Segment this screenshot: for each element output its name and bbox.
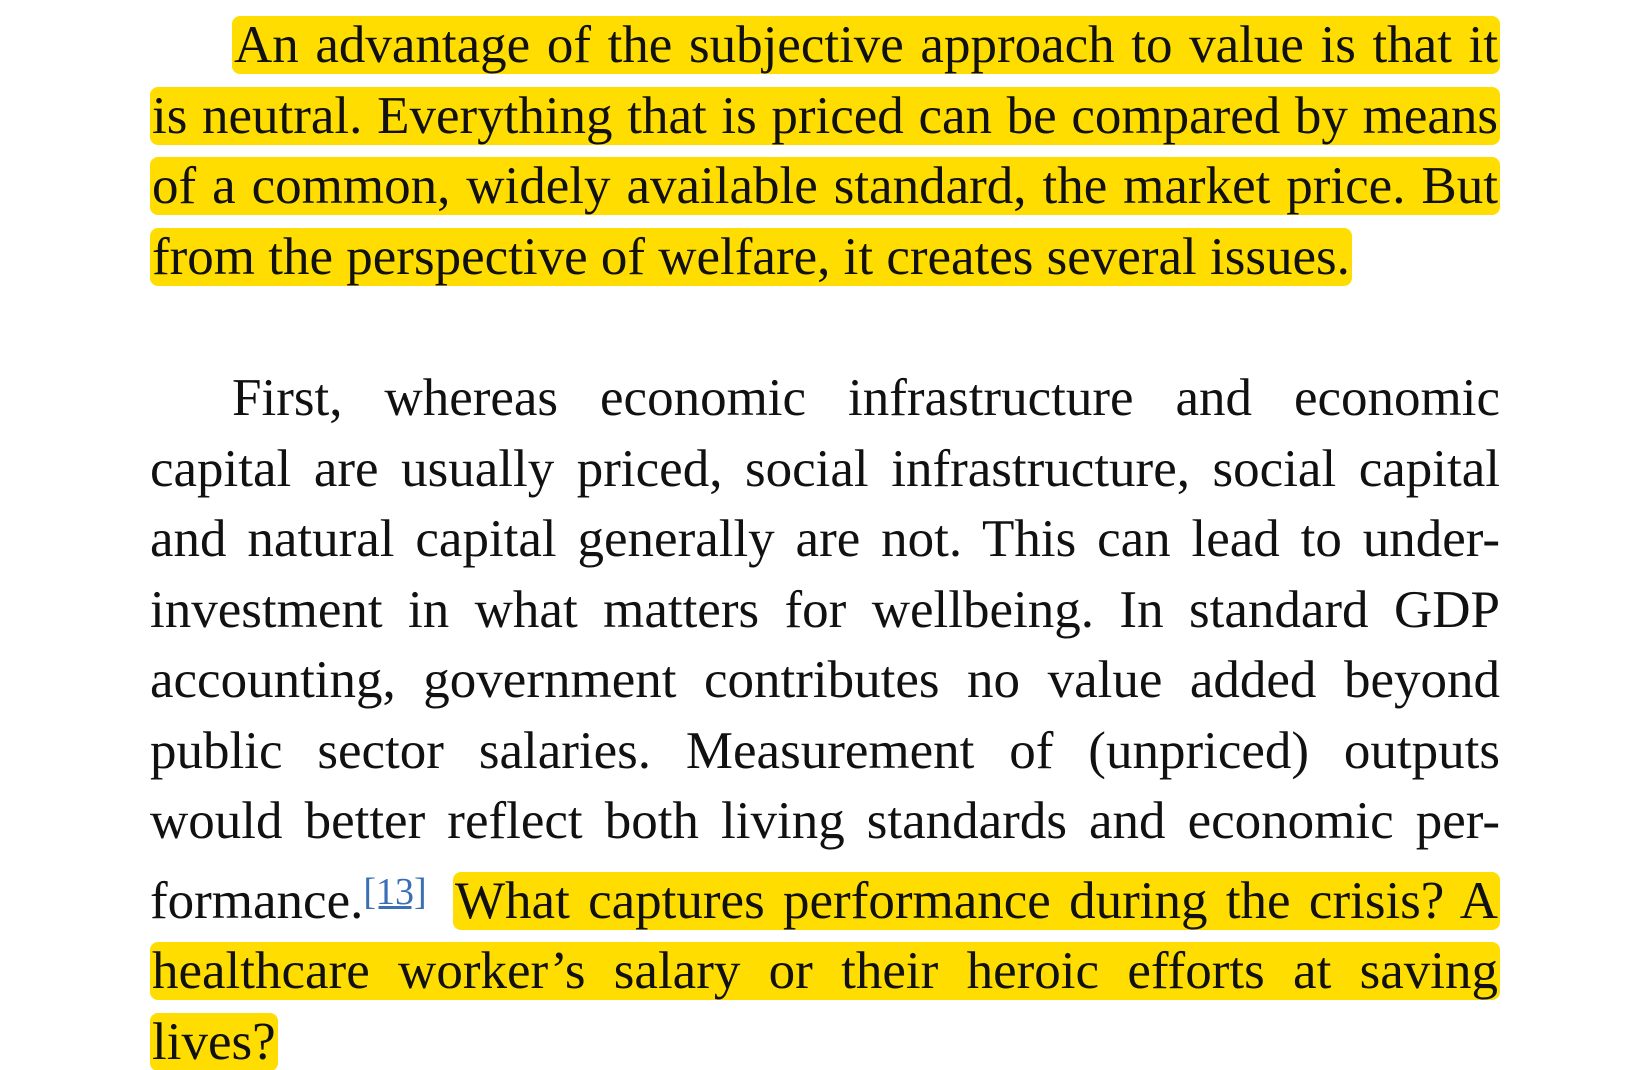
paragraph-advantage: [150, 10, 1500, 292]
highlighted-passage-1[interactable]: An advantage of the subjective approach to value is that it is neutral. Everything that is priced can be compared by means of a common, widely available standard, the market price. But from the perspective of welfare, it creates several issues.: [152, 16, 1498, 286]
paragraph-text: First, whereas economic infrastructure and economic capital are usually priced, social infrastructure, social capital and natural capital generally are not. This can lead to under-investment in what matters for wellbeing. In standard GDP accounting, government contributes no value added beyond public sector salaries. Measurement of (unpriced) outputs would better reflect both living standards and economic per-formance.: [150, 369, 1500, 930]
document-page: [150, 0, 1500, 1070]
paragraph-first-point: [150, 363, 1500, 1070]
footnote-link-13[interactable]: [13]: [363, 870, 427, 913]
highlighted-passage-2[interactable]: What captures performance during the crisis? A healthcare worker’s salary or their heroic efforts at saving lives?: [152, 871, 1498, 1070]
